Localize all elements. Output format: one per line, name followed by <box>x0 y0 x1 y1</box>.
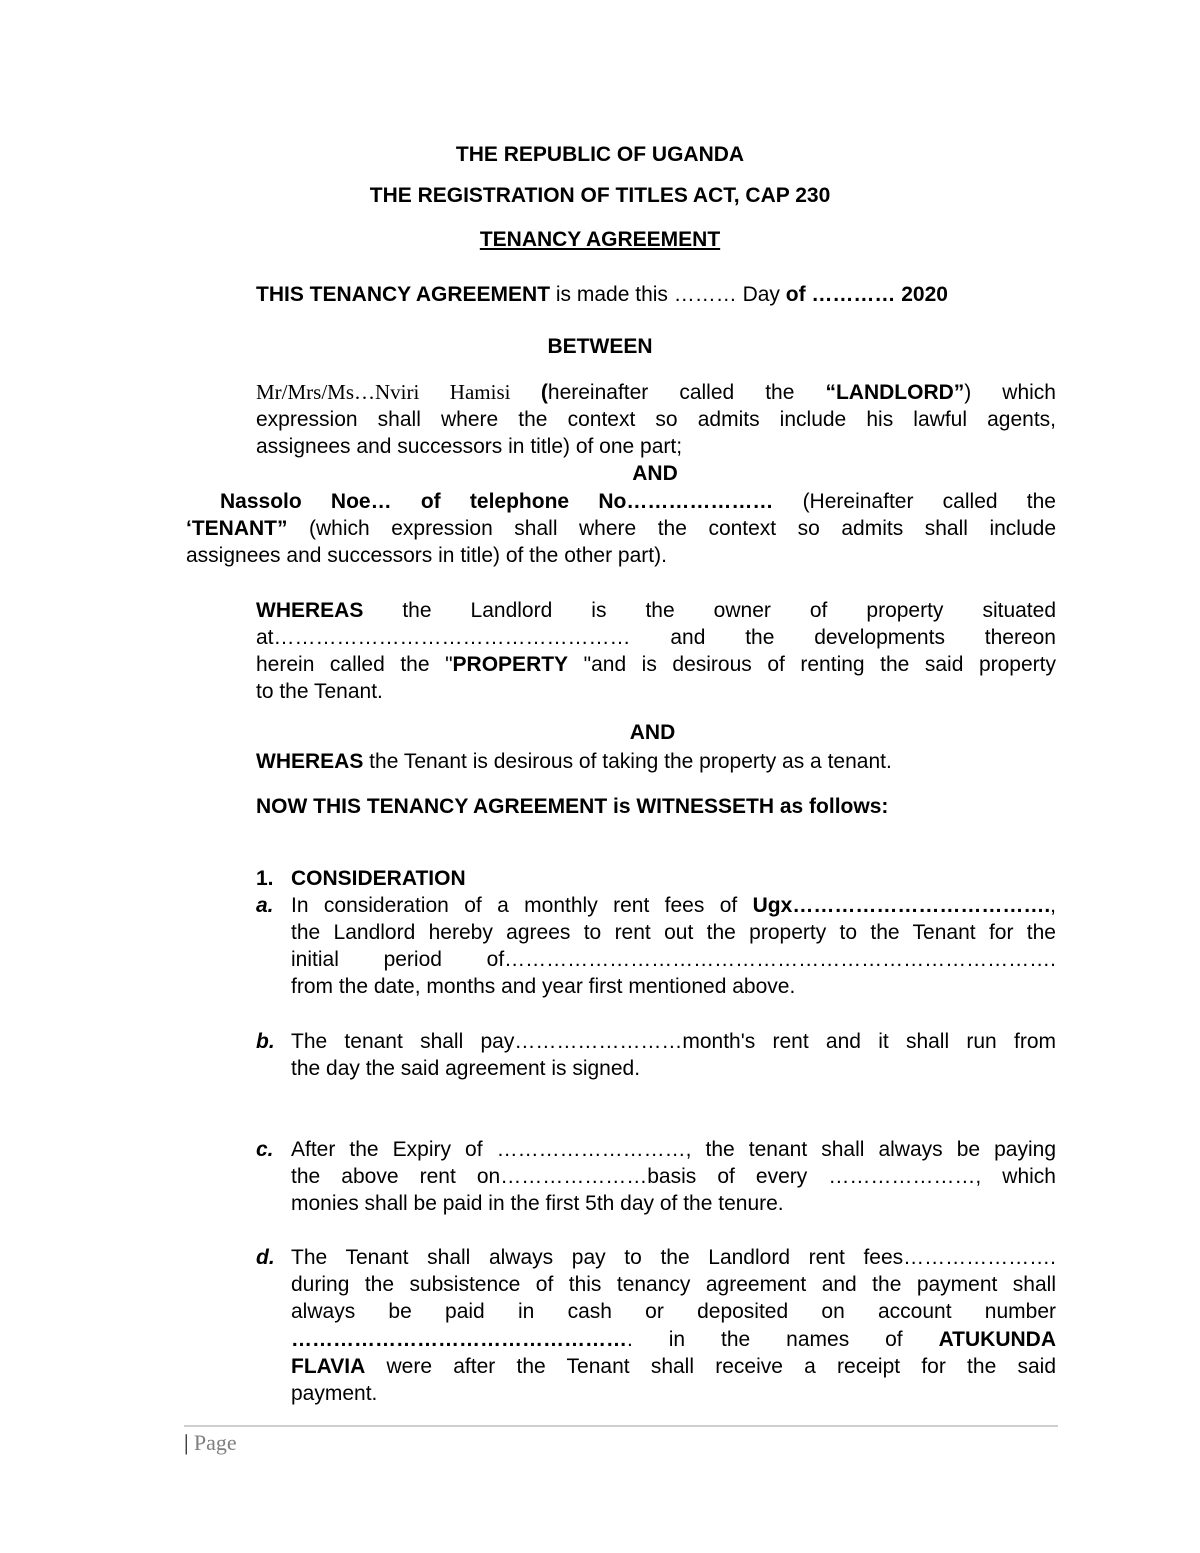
whereas1-line-2: at…………………………………………… and the developments thereon <box>256 626 1056 649</box>
clause-a-line-4: from the date, months and year first mentioned above. <box>291 975 796 998</box>
clause-d-l4-b: . in the names of <box>627 1328 939 1351</box>
clause-d-l4-c: ATUKUNDA <box>938 1328 1056 1351</box>
heading-act: THE REGISTRATION OF TITLES ACT, CAP 230 <box>369 184 831 207</box>
landlord-line-3: assignees and successors in title) of one part; <box>256 435 683 458</box>
footer-divider <box>184 1425 1058 1427</box>
whereas1-line3-b: "and is desirous of renting the said property <box>568 653 1056 676</box>
clause-d-label: d. <box>256 1246 275 1269</box>
footer-page-label: Page <box>188 1430 237 1455</box>
clause-d-l5-b: were after the Tenant shall receive a receipt for the said <box>365 1355 1056 1378</box>
intro-line <box>256 281 948 308</box>
intro-made: is made this ……… Day <box>550 283 786 306</box>
clause-d-l5-a: FLAVIA <box>291 1355 366 1378</box>
clause-d-line-3: always be paid in cash or deposited on account number <box>291 1300 1056 1323</box>
section1-title: CONSIDERATION <box>291 867 466 890</box>
intro-of: of ………… 2020 <box>785 283 948 306</box>
clause-c-line-2: the above rent on…………………basis of every …………………, which <box>291 1165 1056 1188</box>
witnesseth-line: NOW THIS TENANCY AGREEMENT is WITNESSETH as follows: <box>256 795 889 818</box>
whereas2-line <box>256 748 892 775</box>
clause-d-line-4 <box>291 1326 1056 1353</box>
footer-bar: | <box>184 1430 189 1455</box>
whereas1-line3-a: herein called the " <box>256 653 453 676</box>
tenant-line-1 <box>220 488 1056 515</box>
tenant-line-3: assignees and successors in title) of the other part). <box>186 544 667 567</box>
landlord-called: hereinafter called the <box>547 381 826 404</box>
landlord-line-2: expression shall where the context so admits include his lawful agents, <box>256 408 1056 431</box>
clause-a-l1-a: In consideration of a monthly rent fees of <box>291 894 753 917</box>
clause-d-line-1: The Tenant shall always pay to the Landlord rent fees…………………. <box>291 1246 1056 1269</box>
tenant-line2-end: (which expression shall where the context so admits shall include <box>287 517 1056 540</box>
whereas1-word: WHEREAS <box>256 599 364 622</box>
whereas2-word: WHEREAS <box>256 750 364 773</box>
clause-a-line-3: initial period of……………………………………………………………………. <box>291 948 1056 971</box>
clause-d-l4-a: ………………………………………… <box>291 1328 627 1351</box>
whereas2-rest: the Tenant is desirous of taking the property as a tenant. <box>363 750 892 773</box>
clause-a-label: a. <box>256 894 274 917</box>
document-title <box>0 228 1200 252</box>
landlord-salutation: Mr/Mrs/Ms…Nviri Hamisi <box>256 380 541 404</box>
intro-lead: THIS TENANCY AGREEMENT <box>256 283 551 306</box>
clause-a-line-2: the Landlord hereby agrees to rent out the property to the Tenant for the <box>291 921 1056 944</box>
clause-c-label: c. <box>256 1138 274 1161</box>
whereas1-line-1 <box>256 597 1056 624</box>
whereas1-line1: the Landlord is the owner of property situated <box>363 599 1056 622</box>
clause-d-line-6: payment. <box>291 1382 378 1405</box>
whereas1-line-4: to the Tenant. <box>256 680 383 703</box>
section1-number: 1. <box>256 867 274 890</box>
tenant-name: Nassolo Noe… of telephone No………………… <box>220 490 774 513</box>
landlord-line1-end: ) which <box>964 381 1056 404</box>
clause-c-line-1: After the Expiry of ………………………, the tenant shall always be paying <box>291 1138 1056 1161</box>
between-heading: BETWEEN <box>547 335 653 358</box>
clause-a-l1-c: , <box>1050 894 1056 917</box>
document-title-text: TENANCY AGREEMENT <box>479 228 721 251</box>
landlord-open-paren: ( <box>540 381 548 404</box>
landlord-line-1 <box>256 379 1056 406</box>
clause-c-line-3: monies shall be paid in the first 5th day of the tenure. <box>291 1192 784 1215</box>
whereas1-line-3 <box>256 651 1056 678</box>
and-heading-2: AND <box>629 721 676 744</box>
clause-a-l1-b: Ugx………………………………. <box>752 894 1051 917</box>
clause-d-line-5 <box>291 1353 1056 1380</box>
landlord-role: “LANDLORD” <box>825 381 965 404</box>
and-heading-1: AND <box>632 462 678 485</box>
clause-d-line-2: during the subsistence of this tenancy agreement and the payment shall <box>291 1273 1056 1296</box>
clause-a-line-1 <box>291 892 1056 919</box>
clause-b-line-2: the day the said agreement is signed. <box>291 1057 641 1080</box>
clause-b-label: b. <box>256 1030 275 1053</box>
tenant-line-2 <box>186 515 1056 542</box>
page-footer <box>184 1430 237 1456</box>
tenant-role: ‘TENANT” <box>186 517 288 540</box>
clause-b-line-1: The tenant shall pay……………………month's rent and it shall run from <box>291 1030 1056 1053</box>
heading-republic: THE REPUBLIC OF UGANDA <box>455 143 745 166</box>
tenant-line1-end: (Hereinafter called the <box>773 490 1056 513</box>
whereas1-property: PROPERTY <box>452 653 569 676</box>
